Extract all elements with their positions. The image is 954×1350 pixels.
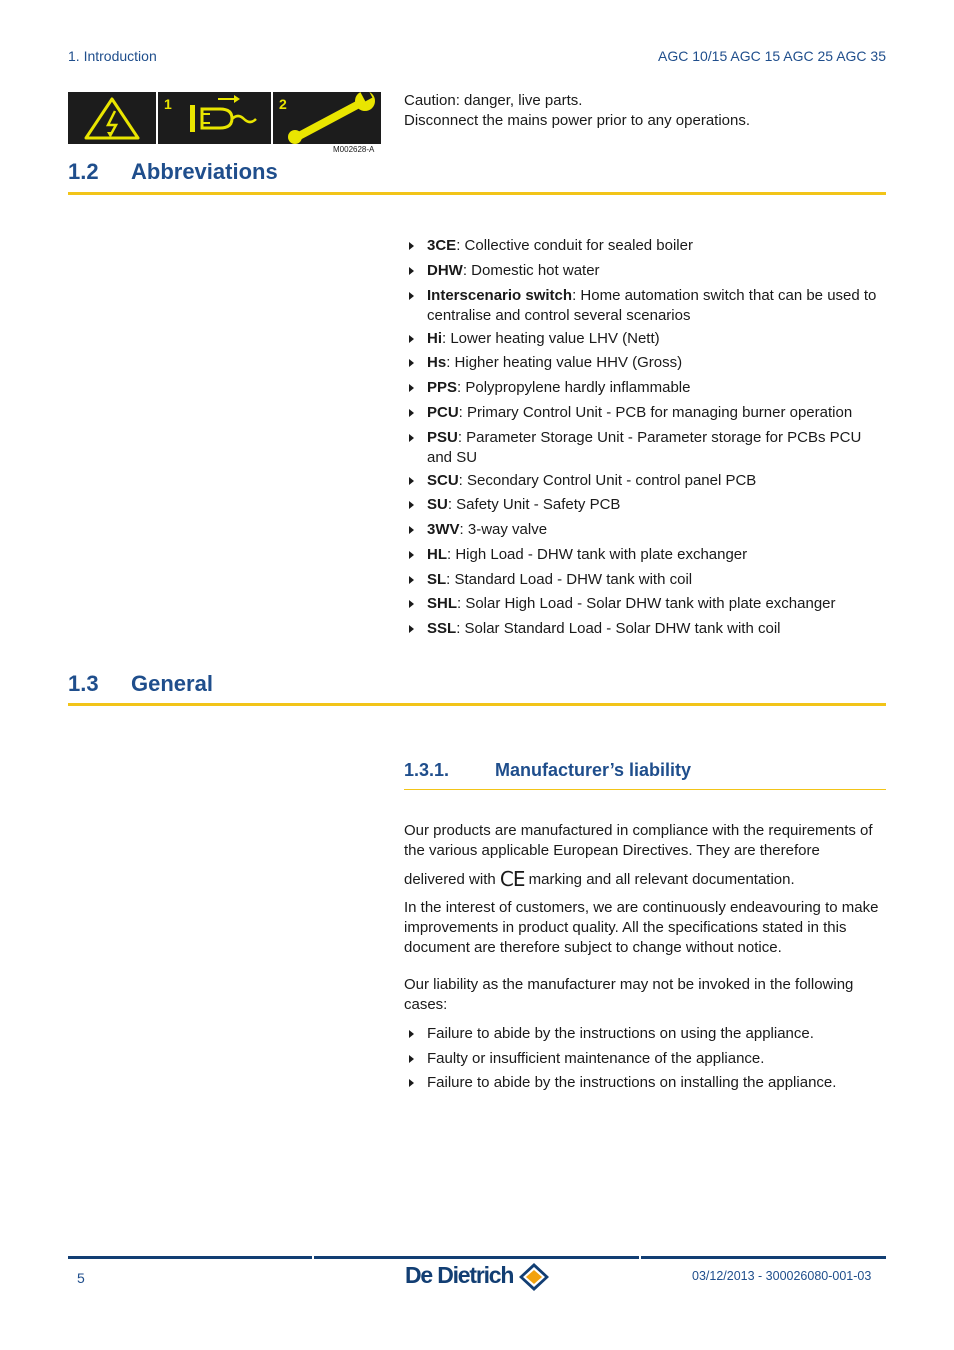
abbreviation-desc: : Parameter Storage Unit - Parameter storage for PCBs PCU and SU — [427, 429, 862, 466]
abbreviation-desc: : Higher heating value HHV (Gross) — [446, 354, 683, 371]
abbreviation-term: 3WV — [427, 521, 460, 538]
bullet-icon — [409, 576, 414, 584]
abbreviation-term: DHW — [427, 262, 463, 279]
brand-logo: De Dietrich — [405, 1262, 514, 1288]
abbreviation-term: SU — [427, 496, 448, 513]
warning-line-2: Disconnect the mains power prior to any operations. — [404, 112, 751, 129]
list-item — [404, 261, 890, 281]
case-text: Failure to abide by the instructions on installing the appliance. — [427, 1074, 837, 1091]
high-voltage-icon — [68, 92, 156, 144]
bullet-icon — [409, 292, 414, 300]
bullet-icon — [409, 551, 414, 559]
abbreviation-desc: : Polypropylene hardly inflammable — [457, 379, 691, 396]
abbreviation-term: SL — [427, 571, 447, 588]
liability-cases-list — [404, 1024, 890, 1098]
danger-panel — [68, 92, 156, 144]
bullet-icon — [409, 477, 414, 485]
section-number: 1.3 — [68, 671, 99, 696]
abbreviation-desc: : Collective conduit for sealed boiler — [456, 237, 693, 254]
bullet-icon — [409, 434, 414, 442]
case-text: Faulty or insufficient maintenance of the appliance. — [427, 1049, 765, 1067]
abbreviation-desc: : 3-way valve — [459, 521, 548, 538]
ce-text-post: marking and all relevant documentation. — [528, 871, 795, 888]
header-models: AGC 10/15 AGC 15 AGC 25 AGC 35 — [657, 48, 886, 64]
step-2-label: 2 — [279, 96, 287, 112]
wrench-icon — [273, 92, 381, 144]
page-number: 5 — [77, 1270, 85, 1286]
abbreviation-term: Interscenario switch — [427, 287, 573, 304]
bullet-icon — [409, 526, 414, 534]
bullet-icon — [409, 1030, 414, 1038]
list-item — [404, 545, 890, 565]
bullet-icon — [409, 267, 414, 275]
abbreviation-term: HL — [427, 546, 447, 563]
warning-text — [404, 91, 750, 131]
list-item — [404, 329, 890, 349]
abbreviations-list — [404, 236, 890, 644]
bullet-icon — [409, 625, 414, 633]
subsection-heading-liability — [404, 760, 691, 781]
document-reference: 03/12/2013 - 300026080-001-03 — [692, 1269, 872, 1283]
list-item — [404, 1073, 890, 1093]
bullet-icon — [409, 1055, 414, 1063]
abbreviation-term: SSL — [427, 620, 457, 637]
list-item — [404, 1049, 890, 1069]
liability-paragraph-2: In the interest of customers, we are continuously endeavouring to make improvements in product quality. All the specifications stated in this document are therefore subject to change without notice. — [404, 899, 879, 956]
abbreviation-desc: : Standard Load - DHW tank with coil — [446, 571, 693, 588]
list-item — [404, 594, 890, 614]
step-1-label: 1 — [164, 96, 172, 112]
abbreviation-desc: : Domestic hot water — [462, 262, 600, 279]
section-title: General — [131, 671, 213, 696]
section-heading-abbreviations — [68, 159, 278, 185]
list-item — [404, 403, 890, 423]
abbreviation-term: SHL — [427, 595, 457, 612]
ce-mark-icon: CE — [499, 867, 525, 891]
list-item — [404, 428, 890, 468]
bullet-icon — [409, 359, 414, 367]
list-item — [404, 286, 890, 326]
bullet-icon — [409, 242, 414, 250]
bullet-icon — [409, 501, 414, 509]
ce-text-pre: delivered with — [404, 871, 496, 888]
list-item — [404, 353, 890, 373]
abbreviation-desc: : Primary Control Unit - PCB for managing burner operation — [458, 404, 853, 421]
list-item — [404, 378, 890, 398]
section-rule — [68, 703, 886, 706]
list-item — [404, 1024, 890, 1044]
section-title: Abbreviations — [131, 159, 278, 184]
liability-paragraph-1b — [404, 869, 890, 890]
list-item — [404, 236, 890, 256]
footer-bar-mid — [314, 1256, 639, 1259]
section-number: 1.2 — [68, 159, 99, 184]
brand-diamond-icon — [518, 1262, 550, 1292]
footer-bar-right — [641, 1256, 886, 1259]
abbreviation-term: PCU — [427, 404, 459, 421]
footer-bar-left — [68, 1256, 312, 1259]
list-item — [404, 520, 890, 540]
bullet-icon — [409, 335, 414, 343]
abbreviation-term: PPS — [427, 379, 458, 396]
section-rule — [68, 192, 886, 195]
abbreviation-desc: : Safety Unit - Safety PCB — [447, 496, 621, 513]
bullet-icon — [409, 409, 414, 417]
liability-paragraph-1: Our products are manufactured in compliance with the requirements of the various applicable European Directives. They are therefore — [404, 822, 873, 859]
abbreviation-desc: : Home automation switch that can be used to centralise and control several scenarios — [427, 287, 877, 324]
warning-line-1: Caution: danger, live parts. — [404, 92, 583, 109]
subsection-number: 1.3.1. — [404, 760, 450, 780]
abbreviation-desc: : High Load - DHW tank with plate exchanger — [447, 546, 748, 563]
list-item — [404, 495, 890, 515]
bullet-icon — [409, 384, 414, 392]
subsection-rule — [404, 789, 886, 790]
figure-caption: M002628-A — [333, 145, 375, 154]
header-section: 1. Introduction — [68, 48, 157, 64]
bullet-icon — [409, 600, 414, 608]
list-item — [404, 471, 890, 491]
case-text: Failure to abide by the instructions on using the appliance. — [427, 1025, 814, 1042]
bullet-icon — [409, 1079, 414, 1087]
abbreviation-term: Hi — [427, 330, 442, 347]
maintenance-panel — [273, 92, 381, 144]
subsection-title: Manufacturer’s liability — [495, 760, 692, 780]
section-heading-general — [68, 671, 213, 697]
abbreviation-term: 3CE — [427, 237, 457, 254]
abbreviation-desc: : Solar Standard Load - Solar DHW tank with coil — [456, 620, 781, 637]
unplug-icon — [158, 92, 271, 144]
abbreviation-desc: : Secondary Control Unit - control panel PCB — [458, 472, 757, 489]
abbreviation-term: PSU — [427, 429, 458, 446]
list-item — [404, 570, 890, 590]
disconnect-panel — [158, 92, 271, 144]
abbreviation-term: SCU — [427, 472, 459, 489]
abbreviation-term: Hs — [427, 354, 447, 371]
list-item — [404, 619, 890, 639]
abbreviation-desc: : Solar High Load - Solar DHW tank with plate exchanger — [457, 595, 836, 612]
liability-paragraph-3: Our liability as the manufacturer may not be invoked in the following cases: — [404, 976, 854, 1013]
abbreviation-desc: : Lower heating value LHV (Nett) — [442, 330, 660, 347]
